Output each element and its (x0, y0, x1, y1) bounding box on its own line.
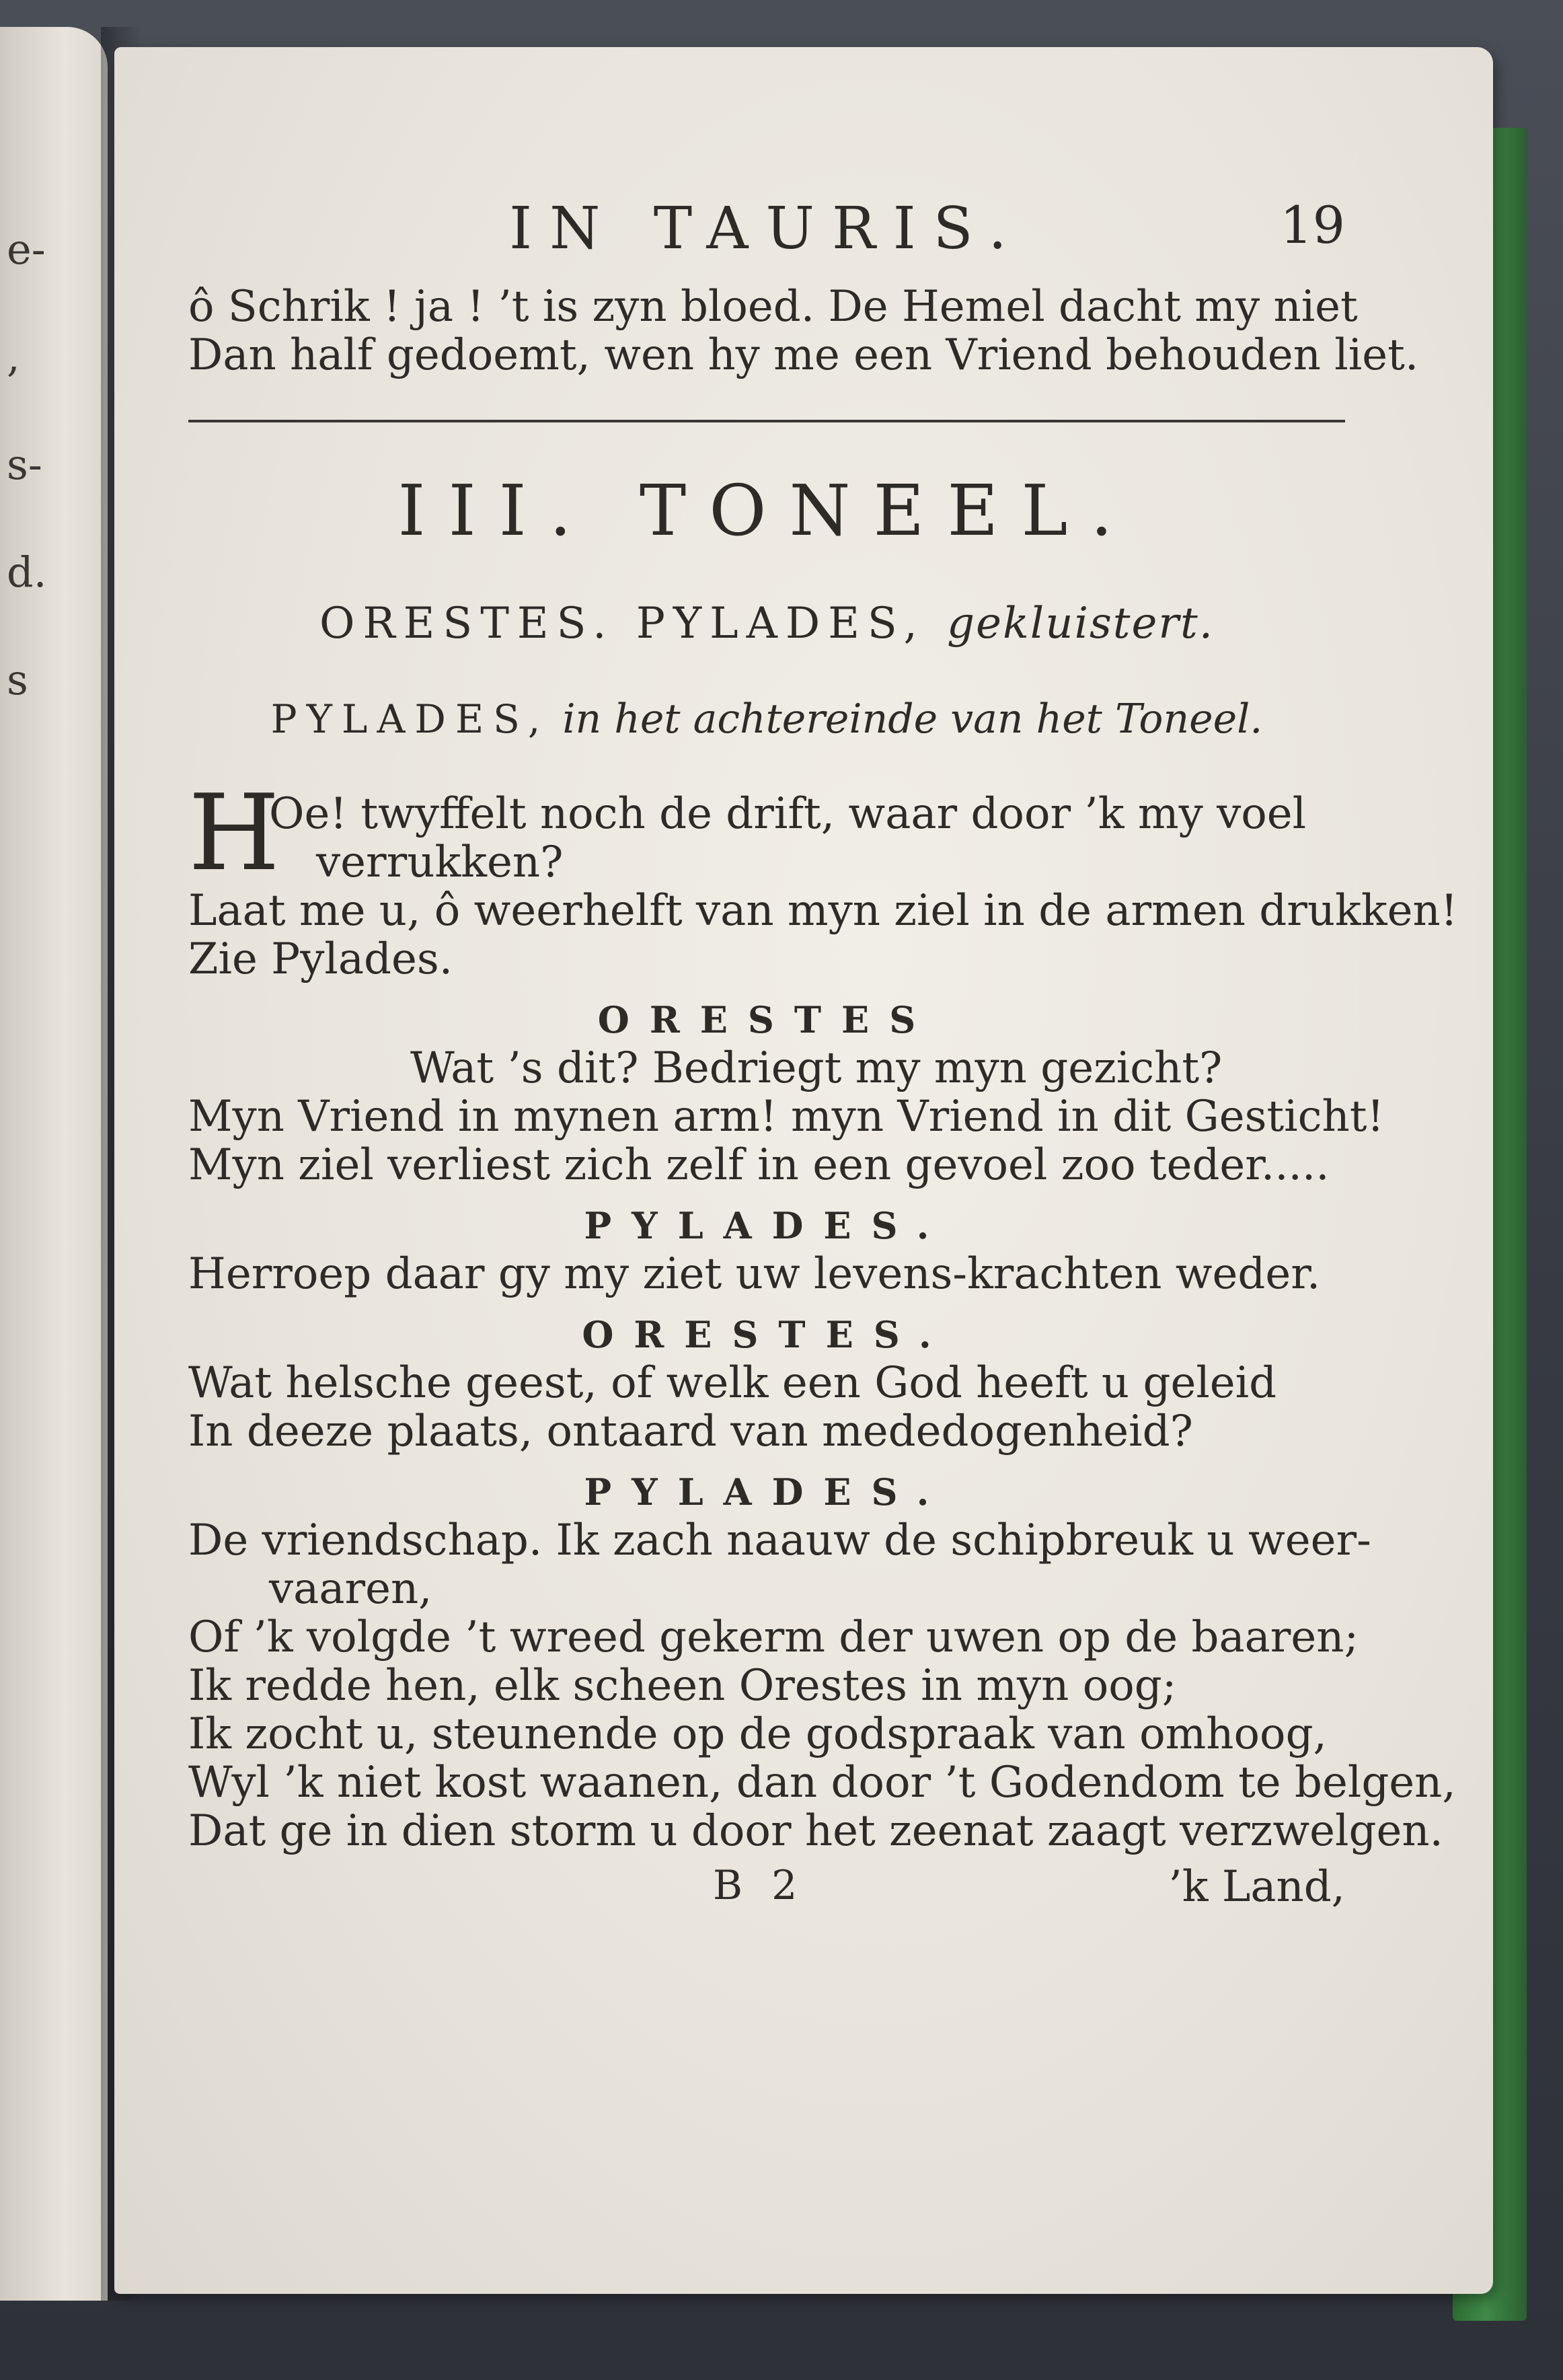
scene-title: III. TONEEL. (397, 470, 1136, 552)
section-rule (188, 420, 1345, 422)
left-fragment: , (7, 332, 20, 381)
speaker-name: ORESTES. (582, 1313, 952, 1356)
stage-direction-text: in het achtereinde van het Toneel. (562, 696, 1263, 743)
cast-names: ORESTES. PYLADES, (319, 599, 925, 648)
page-number: 19 (1280, 195, 1345, 255)
verse-line: Dat ge in dien storm u door het zeenat zaagt verzwelgen. (188, 1806, 1443, 1856)
verse-line: Ik zocht u, steunende op de godspraak van omhoog, (188, 1709, 1327, 1759)
left-fragment: s- (7, 440, 42, 489)
verse-line: Of ’k volgde ’t wreed gekerm der uwen op de baaren; (188, 1612, 1359, 1662)
speech-pylades-opening (188, 772, 1458, 984)
speech-orestes-2 (188, 1313, 1345, 1456)
catchword: ’k Land, (1168, 1862, 1345, 1912)
left-fragment: e- (7, 225, 46, 274)
speech-orestes-1 (188, 998, 1385, 1190)
cast-list (188, 599, 1345, 648)
page-text-block (188, 195, 1458, 1923)
left-facing-page (0, 27, 108, 2301)
verse-line: Wat helsche geest, of welk een God heeft u geleid (188, 1358, 1277, 1408)
stage-direction (188, 696, 1345, 743)
left-page-fragments (7, 225, 47, 767)
left-fragment: d. (7, 548, 47, 597)
stage-speaker: PYLADES, (270, 696, 550, 742)
verse-line: De vriendschap. Ik zach naauw de schipbreuk u weer- (188, 1516, 1371, 1565)
running-head-title: IN TAURIS. (509, 195, 1024, 262)
verse-line: Myn ziel verliest zich zelf in een gevoel zoo teder..... (188, 1140, 1330, 1190)
verse-line: Dan half gedoemt, wen hy me een Vriend behouden liet. (188, 330, 1419, 380)
speaker-name: ORESTES (597, 998, 936, 1041)
running-head (188, 195, 1345, 283)
verse-line: Zie Pylades. (188, 934, 453, 984)
verse-line: Laat me u, ô weerhelft van myn ziel in de armen drukken! (188, 886, 1458, 936)
book-page (114, 47, 1493, 2294)
speech-pylades-2 (188, 1471, 1456, 1856)
verse-line: In deeze plaats, ontaard van mededogenheid? (188, 1407, 1193, 1456)
verse-text: Oe! twyffelt noch de drift, waar door ’k my voel (269, 789, 1307, 839)
verse-line-continuation: vaaren, (269, 1564, 432, 1614)
verse-line: Herroep daar gy my ziet uw levens-krachten weder. (188, 1249, 1321, 1299)
page-footer (188, 1862, 1345, 1923)
speaker-name: PYLADES. (584, 1204, 950, 1247)
verse-line: Wat ’s dit? Bedriegt my myn gezicht? (410, 1043, 1223, 1093)
verse-line: ô Schrik ! ja ! ’t is zyn bloed. De Hemel dacht my niet (188, 282, 1358, 332)
signature-mark: B 2 (713, 1862, 806, 1909)
verse-line-continuation: verrukken? (316, 838, 564, 887)
drop-cap: H (188, 772, 280, 894)
cast-note: gekluistert. (947, 599, 1215, 648)
speaker-name: PYLADES. (584, 1471, 950, 1514)
speech-pylades-1 (188, 1204, 1345, 1298)
verse-line: Myn Vriend in mynen arm! myn Vriend in dit Gesticht! (188, 1092, 1385, 1142)
verse-line: Wyl ’k niet kost waanen, dan door ’t Godendom te belgen, (188, 1758, 1456, 1808)
verse-line: Ik redde hen, elk scheen Orestes in myn oog; (188, 1661, 1177, 1711)
left-fragment: s (7, 655, 28, 704)
